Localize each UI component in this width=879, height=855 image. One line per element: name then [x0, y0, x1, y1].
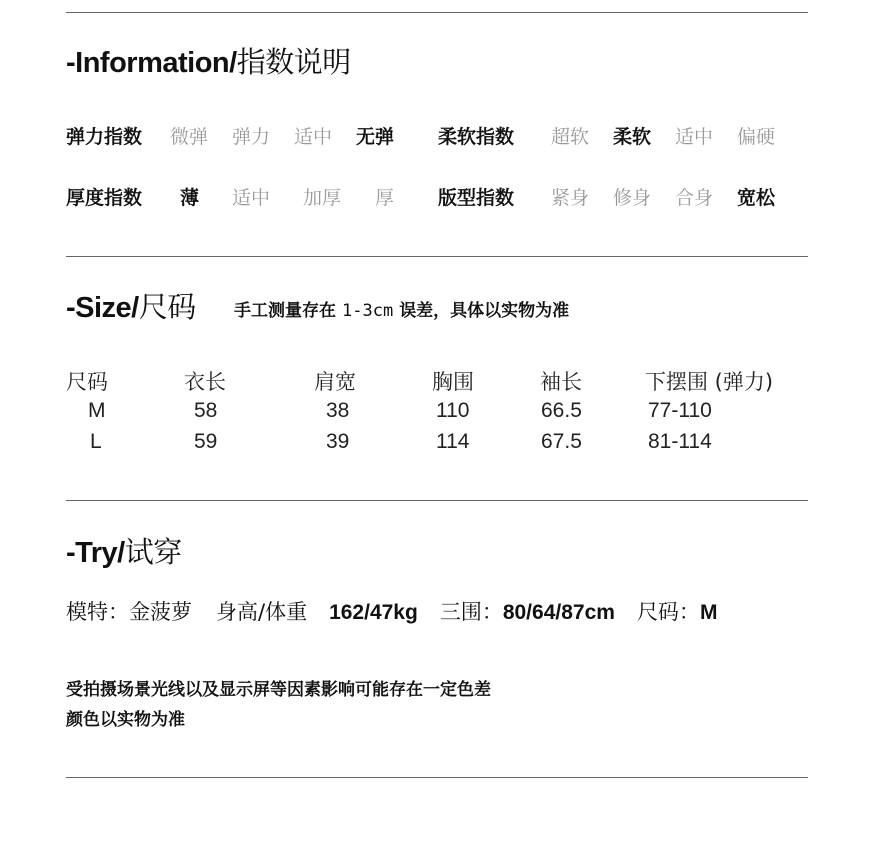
softness-option: 超软 [551, 126, 590, 148]
table-cell: 39 [326, 430, 350, 453]
divider-bottom [66, 777, 808, 778]
size-measure-note [234, 296, 569, 321]
fit-option-selected: 宽松 [737, 187, 776, 209]
table-header: 尺码 [66, 370, 108, 394]
fit-option: 修身 [613, 187, 652, 209]
size-title-cn: 尺码 [138, 290, 196, 324]
thickness-option: 厚 [375, 187, 395, 209]
table-header: 胸围 [432, 370, 474, 394]
table-cell: 66.5 [541, 399, 582, 422]
divider-top [66, 12, 808, 13]
table-cell: 110 [436, 399, 470, 422]
try-title-en: -Try/ [66, 537, 125, 569]
table-header: 袖长 [540, 370, 582, 394]
elasticity-option-selected: 无弹 [356, 126, 395, 148]
softness-option: 适中 [675, 126, 714, 148]
table-cell: 67.5 [541, 430, 582, 453]
info-title-cn: 指数说明 [236, 45, 351, 79]
fit-label: 版型指数 [438, 187, 515, 209]
thickness-option: 适中 [232, 187, 271, 209]
note-text: 误差，具体以实物为准 [399, 301, 570, 321]
softness-label: 柔软指数 [438, 126, 515, 148]
table-header: 肩宽 [314, 370, 356, 394]
measurements-value: 80/64/87cm [502, 601, 615, 624]
softness-option-selected: 柔软 [613, 126, 652, 148]
info-section-title [66, 40, 351, 81]
divider-info-size [66, 256, 808, 257]
height-weight-value: 162/47kg [329, 601, 418, 624]
disclaimer-line: 受拍摄场景光线以及显示屏等因素影响可能存在一定色差 [66, 680, 491, 700]
divider-size-try [66, 500, 808, 501]
table-cell: 58 [194, 399, 218, 422]
fit-option: 合身 [675, 187, 714, 209]
table-cell: 114 [436, 430, 470, 453]
table-header: 下摆围 (弹力) [645, 370, 774, 394]
elasticity-option: 适中 [294, 126, 333, 148]
table-cell: 81-114 [648, 430, 712, 453]
table-cell: 59 [194, 430, 218, 453]
model-label: 模特： [66, 600, 129, 624]
model-size-value: M [699, 601, 718, 624]
try-model-line [66, 596, 717, 626]
thickness-option: 加厚 [303, 187, 342, 209]
note-range: 1-3cm [342, 301, 394, 321]
size-title-en: -Size/ [66, 292, 139, 324]
model-name: 金菠萝 [129, 600, 192, 624]
try-section-title [66, 530, 182, 571]
model-size-label: 尺码： [636, 600, 700, 624]
elasticity-option: 微弹 [170, 126, 209, 148]
elasticity-option: 弹力 [232, 126, 271, 148]
size-section-title [66, 285, 196, 326]
disclaimer-line: 颜色以实物为准 [66, 710, 185, 730]
info-title-en: -Information/ [66, 47, 237, 79]
thickness-option-selected: 薄 [180, 187, 200, 209]
table-cell: 38 [326, 399, 350, 422]
height-weight-label: 身高/体重 [216, 600, 308, 624]
table-cell: 77-110 [648, 399, 712, 422]
elasticity-label: 弹力指数 [66, 126, 143, 148]
table-header: 衣长 [184, 370, 226, 394]
measurements-label: 三围： [439, 600, 503, 624]
try-title-cn: 试穿 [124, 535, 182, 569]
fit-option: 紧身 [551, 187, 590, 209]
table-cell: M [88, 399, 106, 422]
table-cell: L [90, 430, 102, 453]
note-text: 手工测量存在 [234, 301, 336, 321]
thickness-label: 厚度指数 [66, 187, 143, 209]
softness-option: 偏硬 [737, 126, 776, 148]
